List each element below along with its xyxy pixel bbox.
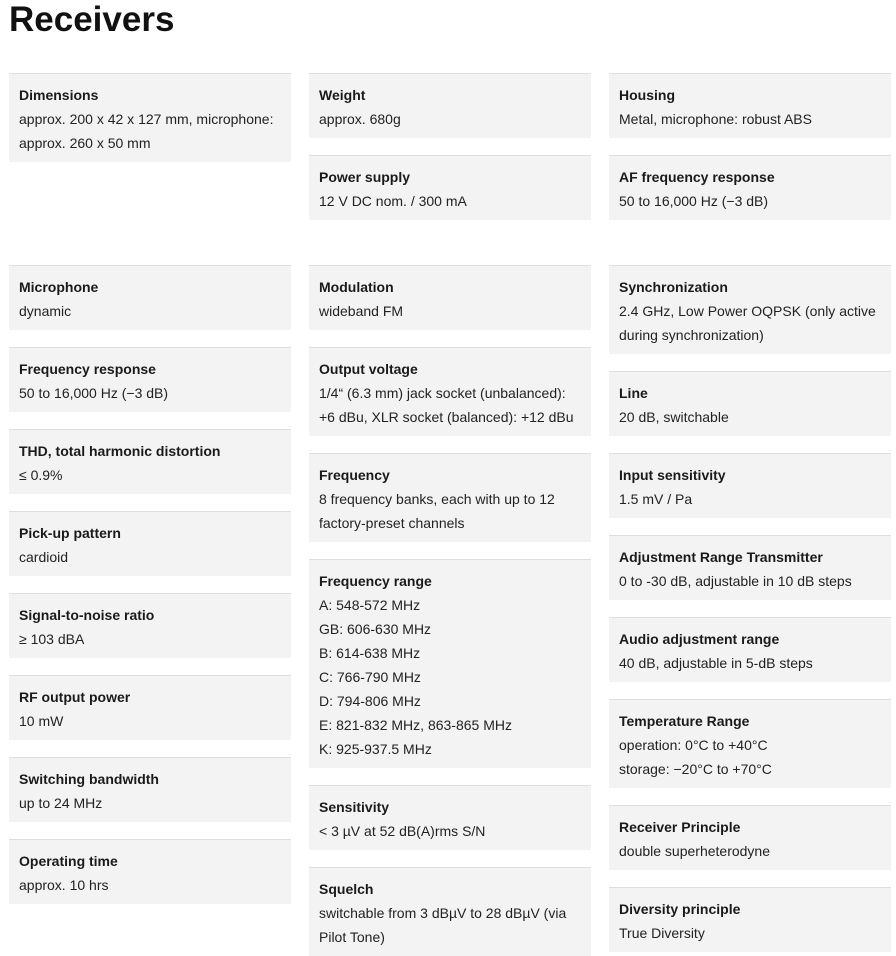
spec-value: 20 dB, switchable [619,409,729,425]
spec-item [9,429,291,494]
spec-label: Dimensions [19,87,99,103]
spec-label: Input sensitivity [619,467,726,483]
spec-value: 10 mW [19,713,64,729]
spec-value: approx. 200 x 42 x 127 mm, microphone: approx. 260 x 50 mm [19,111,274,151]
spec-label: Power supply [319,169,411,185]
spec-item [309,867,591,956]
spec-item [309,347,591,436]
spec-item [9,347,291,412]
spec-item [9,757,291,822]
spec-value: Metal, microphone: robust ABS [619,111,812,127]
spec-label: Switching bandwidth [19,771,159,787]
spec-item [9,593,291,658]
page-title: Receivers [9,0,175,39]
spec-value: 1.5 mV / Pa [619,491,693,507]
spec-label: Operating time [19,853,118,869]
spec-label: RF output power [19,689,131,705]
spec-item [309,265,591,330]
spec-item [609,155,891,220]
spec-item [609,699,891,788]
spec-value: ≥ 103 dBA [19,631,85,647]
spec-label: Line [619,385,648,401]
spec-item [609,265,891,354]
spec-value: approx. 10 hrs [19,877,109,893]
spec-column [609,265,891,952]
spec-section-general [9,73,891,220]
spec-label: Signal-to-noise ratio [19,607,155,623]
spec-item [609,535,891,600]
spec-value: 2.4 GHz, Low Power OQPSK (only active during synchronization) [619,303,876,343]
spec-item [9,511,291,576]
spec-value: True Diversity [619,925,705,941]
spec-label: Squelch [319,881,374,897]
spec-label: Modulation [319,279,394,295]
spec-item [309,785,591,850]
spec-column [9,73,291,162]
spec-column [309,73,591,220]
spec-item [609,887,891,952]
spec-value: 50 to 16,000 Hz (−3 dB) [19,385,169,401]
spec-item [309,453,591,542]
spec-label: Output voltage [319,361,418,377]
spec-value: dynamic [19,303,72,319]
spec-label: Temperature Range [619,713,750,729]
spec-value: up to 24 MHz [19,795,103,811]
spec-label: Weight [319,87,366,103]
spec-value: operation: 0°C to +40°C storage: −20°C to +70°C [619,737,772,777]
spec-value: 8 frequency banks, each with up to 12 factory-preset channels [319,491,555,531]
spec-item [309,155,591,220]
spec-value: switchable from 3 dBµV to 28 dBµV (via Pilot Tone) [319,905,567,945]
spec-column [309,265,591,956]
spec-value: 40 dB, adjustable in 5-dB steps [619,655,813,671]
spec-label: Pick-up pattern [19,525,121,541]
spec-section-details [9,265,891,956]
spec-item [9,839,291,904]
spec-column [9,265,291,904]
spec-item [609,617,891,682]
spec-item [609,453,891,518]
spec-value: < 3 µV at 52 dB(A)rms S/N [319,823,486,839]
spec-label: Audio adjustment range [619,631,780,647]
spec-item [9,675,291,740]
spec-column [609,73,891,220]
spec-label: THD, total harmonic distortion [19,443,221,459]
spec-value: A: 548-572 MHz GB: 606-630 MHz B: 614-638 MHz C: 766-790 MHz D: 794-806 MHz E: 821-832 MHz, 863-865 MHz K: 925-937.5 MHz [319,597,512,757]
spec-value: 50 to 16,000 Hz (−3 dB) [619,193,769,209]
spec-value: double superheterodyne [619,843,771,859]
spec-label: Synchronization [619,279,728,295]
spec-item [609,371,891,436]
spec-item [609,73,891,138]
spec-label: Microphone [19,279,99,295]
spec-label: Receiver Principle [619,819,741,835]
spec-label: Frequency [319,467,390,483]
spec-item [309,559,591,768]
spec-label: Adjustment Range Transmitter [619,549,823,565]
spec-label: Housing [619,87,675,103]
spec-value: 12 V DC nom. / 300 mA [319,193,467,209]
spec-item [9,265,291,330]
spec-value: wideband FM [319,303,404,319]
spec-label: Sensitivity [319,799,390,815]
spec-label: AF frequency response [619,169,775,185]
spec-value: cardioid [19,549,69,565]
spec-value: approx. 680g [319,111,401,127]
spec-label: Frequency range [319,573,432,589]
spec-value: ≤ 0.9% [19,467,63,483]
spec-item [609,805,891,870]
spec-label: Diversity principle [619,901,741,917]
spec-item [309,73,591,138]
spec-item [9,73,291,162]
spec-label: Frequency response [19,361,156,377]
spec-value: 0 to -30 dB, adjustable in 10 dB steps [619,573,852,589]
spec-value: 1/4“ (6.3 mm) jack socket (unbalanced): +6 dBu, XLR socket (balanced): +12 dBu [319,385,574,425]
